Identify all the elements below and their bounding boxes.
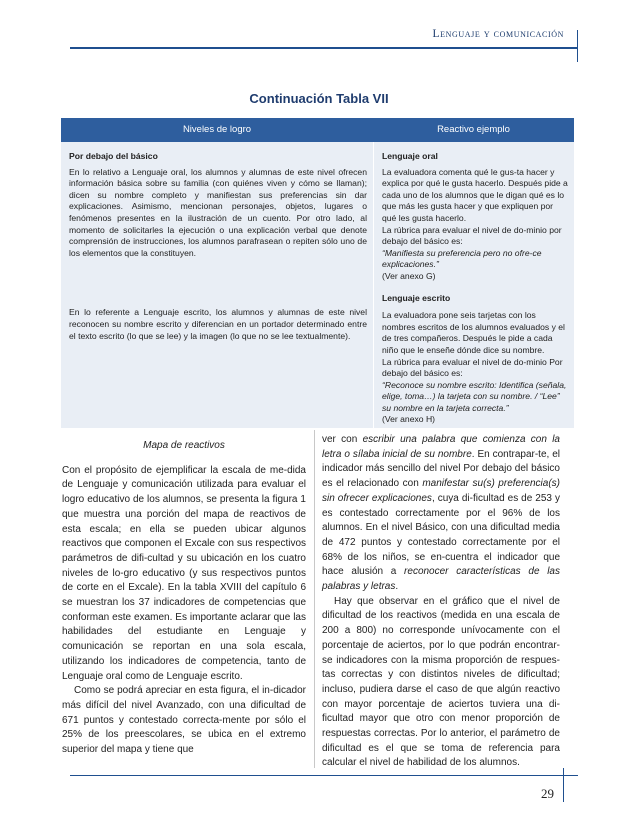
written-quote: “Reconoce su nombre escrito: Identifica (señala, elige, toma…) la tarjeta con su nombre. / “Lee” su nombre en la tarjeta correcta.” xyxy=(382,379,567,413)
level-title: Por debajo del básico xyxy=(69,151,158,161)
text-run: . xyxy=(395,581,399,593)
written-title: Lenguaje escrito xyxy=(382,292,451,303)
body-paragraph xyxy=(322,433,560,595)
oral-rubric: La rúbrica para evaluar el nivel de do-minio por debajo del básico es: xyxy=(382,224,562,247)
emphasis-text: reconocer características de las palabras y letras xyxy=(322,566,560,593)
text-run: . En contrapar-te, el indicador más sencillo del nivel Por debajo del básico es el relacionado con xyxy=(322,448,560,490)
levels-cell xyxy=(69,151,367,342)
body-paragraph: Como se podrá apreciar en esta figura, el in-dicador más difícil del nivel Avanzado, con una dificultad de 671 puntos y contestado correcta-mente por sólo el 25% de los preescolares, se ubica en el extremo superior del mapa y tiene que xyxy=(62,685,306,756)
written-annex: (Ver anexo H) xyxy=(382,414,436,425)
written-text: La evaluadora pone seis tarjetas con los nombres escritos de los alumnos evaluados y el de tres compañeros. Después le pide a cada niño que le enseñe dónde dice su nombre. xyxy=(382,310,565,355)
table-title: Continuación Tabla VII xyxy=(249,91,389,106)
text-run: ver con xyxy=(322,434,363,445)
levels-table xyxy=(61,118,574,428)
header-rule xyxy=(70,47,578,49)
body-paragraph: Con el propósito de ejemplificar la escala de me-dida de Lenguaje y comunicación utilizada para evaluar el logro educativo de los alumnos, se presenta la figura 1 que muestra una porción del mapa de reactivos de esta escala; en ella se pueden ubicar algunos reactivos que componen el Excale con sus respectivos parámetros de difi-cultad y su ubicación en los cuatro niveles de lo-gro educativo (y sus respectivos puntos de corte en el Excale). En la tabla XVIII del capítulo 6 se muestran los 37 indicadores de competencias que conforman este examen. Es importante aclarar que las habilidades del estudiante en Lenguaje y comunicación se reportan en una sola escala, utilizando los indicadores de competencia, tanto de Lenguaje oral como de Lenguaje escrito. xyxy=(62,464,306,682)
table-header-row xyxy=(61,118,574,142)
page-number: 29 xyxy=(541,786,554,801)
header-tick xyxy=(577,30,578,62)
oral-title: Lenguaje oral xyxy=(382,151,438,161)
text-run: , cuya di-ficultad es de 253 y es contestado correctamente por el 96% de los alumnos. En el nivel Básico, con una dificultad media de 472 puntos y contestado correctamente por el 68% de los niños, se en-cuentra el indicador que hace alusión a xyxy=(322,492,560,578)
running-head: Lenguaje y comunicación xyxy=(432,28,564,40)
oral-quote: “Manifiesta su preferencia pero no ofre-ce explicaciones.” xyxy=(382,247,542,270)
body-right-column xyxy=(322,433,560,771)
footer-rule xyxy=(70,775,578,776)
table-header-example: Reactivo ejemplo xyxy=(437,124,510,135)
emphasis-text: manifestar su(s) preferencia(s) sin ofrecer explicaciones xyxy=(322,478,560,504)
table-column-divider xyxy=(373,142,374,428)
written-rubric: La rúbrica para evaluar el nivel de do-minio Por debajo del básico es: xyxy=(382,356,563,379)
emphasis-text: escribir una palabra que comienza con la letra o sílaba inicial de su nombre xyxy=(322,434,560,460)
section-heading: Mapa de reactivos xyxy=(143,440,225,451)
example-cell xyxy=(382,151,568,426)
level-text-written: En lo referente a Lenguaje escrito, los alumnos y alumnas de este nivel reconocen su nombre escrito y diferencian en un portador determinado entre el texto escrito (lo que se lee) y la imagen (lo que no se lee textualmente). xyxy=(69,307,367,341)
oral-annex: (Ver anexo G) xyxy=(382,270,436,281)
table-header-levels: Niveles de logro xyxy=(182,124,252,135)
body-left-column xyxy=(62,439,306,758)
level-text-oral: En lo relativo a Lenguaje oral, los alumnos y alumnas de este nivel ofrecen información básica sobre su familia (con quiénes viven y cómo se llaman); dicen su nombre completo y manifiestan sus preferencias sin dar explicaciones. Asimismo, mencionan personajes, objetos, lugares o fenómenos presentes en la ilustración de un cuento. Por otro lado, al momento de solicitarles la ejecución o una explicación verbal que denote comprensión de instrucciones, los alumnos parafrasean o repiten sólo uno de los elementos que la constituyen. xyxy=(69,166,367,258)
column-divider xyxy=(314,430,315,768)
oral-text: La evaluadora comenta qué le gus-ta hacer y explica por qué le gusta hacerlo. Después pide a cada uno de los alumnos que le digan qué es lo que más les gusta hacer y que expliquen por qué les gusta hacerlo. xyxy=(382,166,568,223)
body-paragraph: Hay que observar en el gráfico que el nivel de dificultad de los reactivos (medida en una escala de 200 a 800) no corresponde unívocamente con el porcentaje de aciertos, por lo que podrán encontrar-se indicadores con la misma proporción de respues-tas correctas y con distintos niveles de dificultad; incluso, pudiera darse el caso de que algún reactivo con mayor porcentaje de aciertos tuviera una di-ficultad mayor que otro con menor proporción de respuestas correctas. Por lo anterior, el parámetro de dificultad es el que se toma de referencia para calcular el nivel de habilidad de los alumnos. xyxy=(322,595,560,769)
footer-tick xyxy=(563,768,564,802)
